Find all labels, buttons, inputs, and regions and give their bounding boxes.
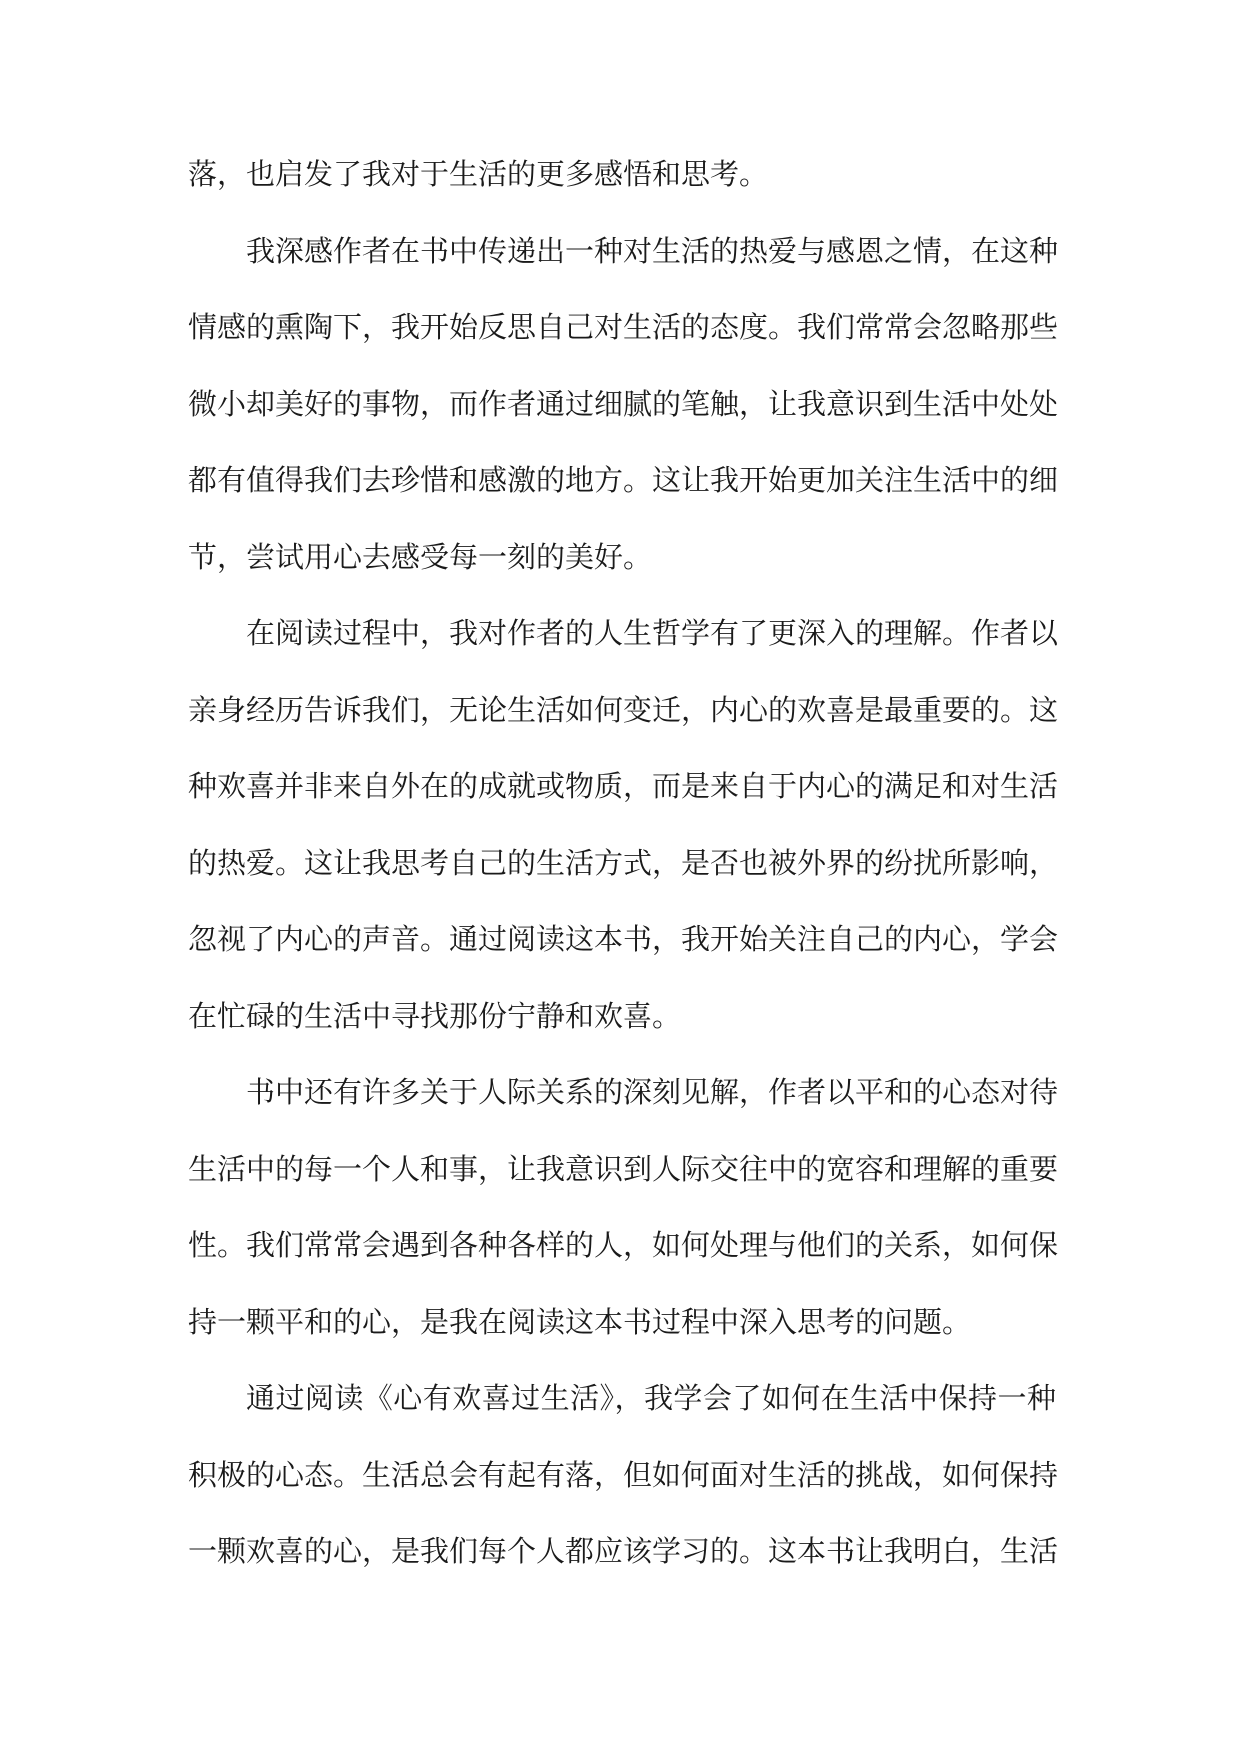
paragraph-2-line-1: 我深感作者在书中传递出一种对生活的热爱与感恩之情，在这种: [246, 233, 1059, 268]
body-text: [188, 136, 1059, 1590]
paragraph-2-line-3: 微小却美好的事物，而作者通过细腻的笔触，让我意识到生活中处处: [188, 386, 1059, 421]
paragraph-4-line-4: 持一颗平和的心，是我在阅读这本书过程中深入思考的问题。: [188, 1304, 972, 1339]
paragraph-2-line-5: 节，尝试用心去感受每一刻的美好。: [188, 539, 653, 574]
paragraph-3-line-1: 在阅读过程中，我对作者的人生哲学有了更深入的理解。作者以: [246, 616, 1059, 650]
paragraph-2-line-4: 都有值得我们去珍惜和感激的地方。这让我开始更加关注生活中的细: [188, 463, 1059, 497]
paragraph-3-line-6: 在忙碌的生活中寻找那份宁静和欢喜。: [188, 998, 682, 1033]
paragraph-5-line-3: 一颗欢喜的心，是我们每个人都应该学习的。这本书让我明白，生活: [188, 1534, 1059, 1568]
paragraph-5-line-1: 通过阅读《心有欢喜过生活》，我学会了如何在生活中保持一种: [246, 1381, 1056, 1415]
paragraph-3-line-4: 的热爱。这让我思考自己的生活方式，是否也被外界的纷扰所影响，: [188, 845, 1059, 880]
paragraph-2-line-2: 情感的熏陶下，我开始反思自己对生活的态度。我们常常会忽略那些: [188, 310, 1059, 344]
paragraph-4-line-3: 性。我们常常会遇到各种各样的人，如何处理与他们的关系，如何保: [188, 1228, 1059, 1262]
paragraph-3-line-5: 忽视了内心的声音。通过阅读这本书，我开始关注自己的内心，学会: [188, 922, 1059, 956]
paragraph-3-line-3: 种欢喜并非来自外在的成就或物质，而是来自于内心的满足和对生活: [188, 769, 1059, 803]
paragraph-4-line-1: 书中还有许多关于人际关系的深刻见解，作者以平和的心态对待: [246, 1075, 1059, 1109]
paragraph-5-line-2: 积极的心态。生活总会有起有落，但如何面对生活的挑战，如何保持: [188, 1457, 1059, 1492]
paragraph-4-line-2: 生活中的每一个人和事，让我意识到人际交往中的宽容和理解的重要: [188, 1151, 1059, 1186]
paragraph-3-line-2: 亲身经历告诉我们，无论生活如何变迁，内心的欢喜是最重要的。这: [188, 692, 1059, 727]
paragraph-1-line-1: 落，也启发了我对于生活的更多感悟和思考。: [188, 157, 769, 191]
